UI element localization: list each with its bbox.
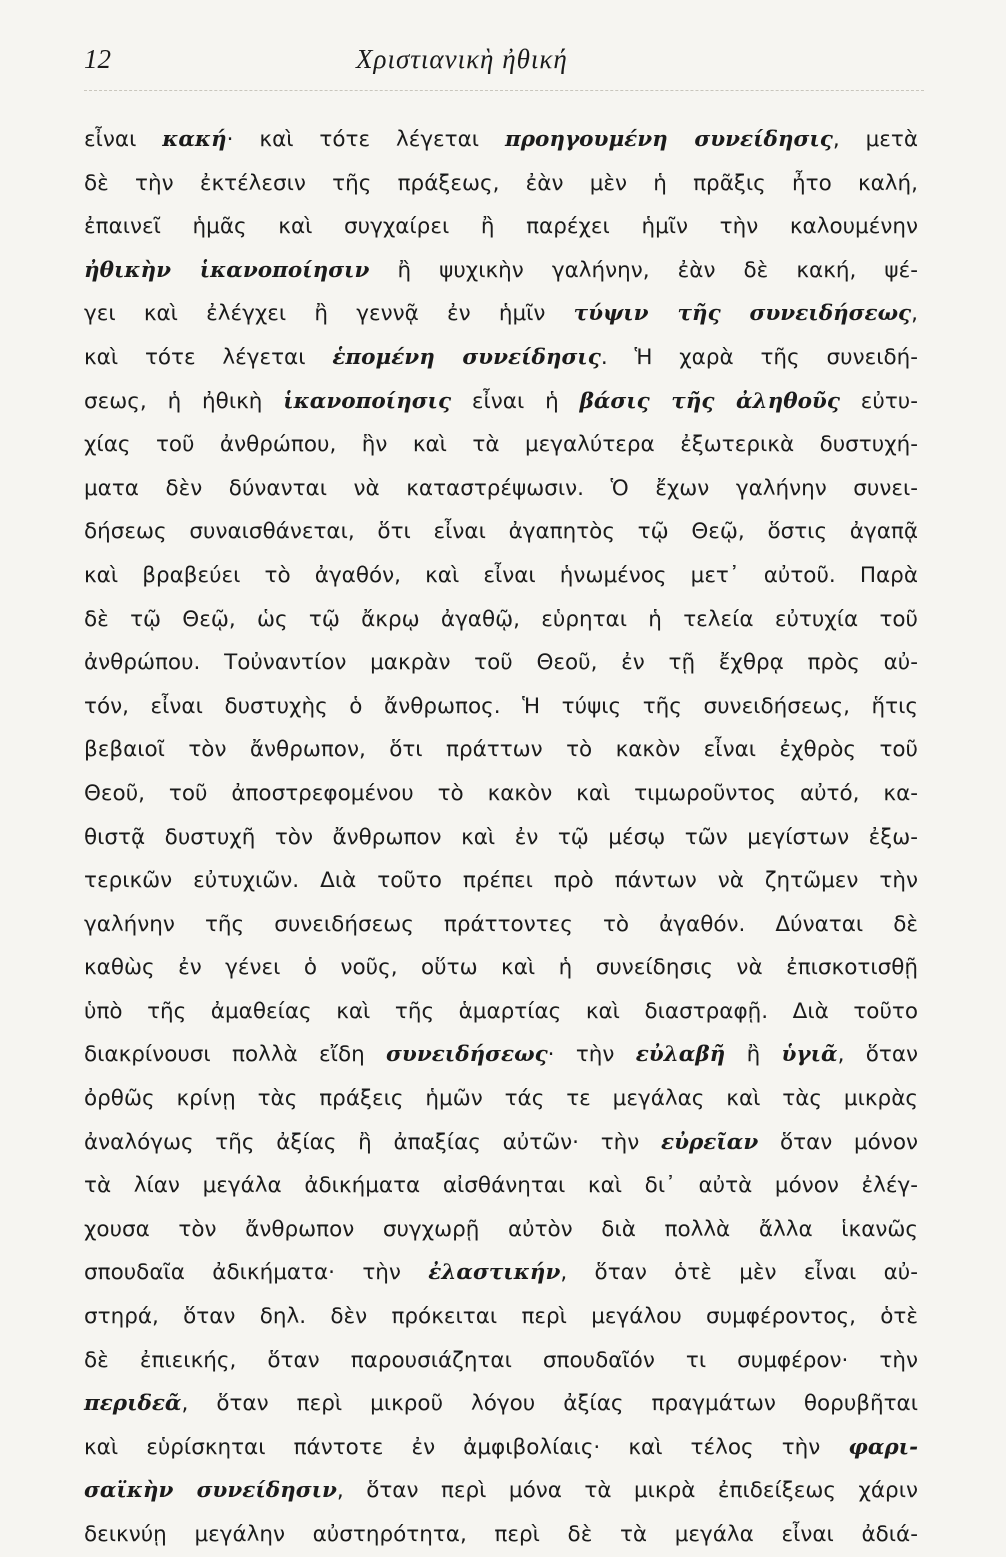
page-number: 12 [84, 44, 111, 74]
text-segment: δὲ ἐπιεικής, ὅταν παρουσιάζηται σπουδαῖόν τι συμφέρον· τὴν [84, 1347, 918, 1373]
text-line [84, 292, 918, 336]
text-line [84, 685, 918, 729]
text-segment: τόν, εἶναι δυστυχὴς ὁ ἄνθρωπος. Ἡ τύψις τῆς συνειδήσεως, ἥτις [84, 693, 918, 719]
text-line [84, 772, 918, 816]
text-segment: τὰ λίαν μεγάλα ἀδικήματα αἰσθάνηται καὶ δι᾽ αὐτὰ μόνον ἐλέγ- [84, 1173, 918, 1199]
text-segment: στηρά, ὅταν δηλ. δὲν πρόκειται περὶ μεγάλου συμφέροντος, ὁτὲ [84, 1304, 918, 1330]
text-line [84, 1121, 918, 1165]
text-segment: ματα δὲν δύνανται νὰ καταστρέψωσιν. Ὁ ἔχων γαλήνην συνει- [84, 475, 918, 501]
text-line [84, 1426, 918, 1470]
text-segment: δὲ τῷ Θεῷ, ὡς τῷ ἄκρῳ ἀγαθῷ, εὑρηται ἡ τελεία εὐτυχία τοῦ [84, 606, 918, 632]
text-segment: καθὼς ἐν γένει ὁ νοῦς, οὕτω καὶ ἡ συνείδησις νὰ ἐπισκοτισθῇ [84, 955, 918, 981]
text-line [84, 1208, 918, 1252]
text-segment: ὑπὸ τῆς ἀμαθείας καὶ τῆς ἁμαρτίας καὶ διαστραφῇ. Διὰ τοῦτο [84, 998, 918, 1024]
body-text [84, 118, 918, 1557]
text-segment: γαλήνην τῆς συνειδήσεως πράττοντες τὸ ἀγαθόν. Δύναται δὲ [84, 911, 918, 937]
emphasized-term: εὐρεῖαν [661, 1129, 759, 1155]
page-header [84, 44, 924, 92]
text-segment: εὐτυ- [839, 388, 918, 414]
running-title: Χριστιανικὴ ἠθική [356, 44, 568, 74]
text-line [84, 510, 918, 554]
text-segment: ἢ [725, 1042, 782, 1068]
emphasized-term: κακή [162, 127, 227, 152]
text-segment: σπουδαῖα ἀδικήματα· τὴν [84, 1260, 429, 1286]
text-line [84, 554, 918, 598]
text-line [84, 1339, 918, 1383]
text-segment: διακρίνουσι πολλὰ εἴδη [84, 1042, 387, 1068]
text-segment: ὀρθῶς κρίνῃ τὰς πράξεις ἡμῶν τάς τε μεγάλας καὶ τὰς μικρὰς [84, 1086, 918, 1112]
text-segment: δήσεως συναισθάνεται, ὅτι εἶναι ἀγαπητὸς τῷ Θεῷ, ὅστις ἀγαπᾷ [84, 519, 918, 545]
text-line [84, 1033, 918, 1077]
text-segment: ἀναλόγως τῆς ἀξίας ἢ ἀπαξίας αὐτῶν· τὴν [84, 1129, 662, 1155]
text-line [84, 1164, 918, 1208]
text-line [84, 1513, 918, 1557]
emphasized-term: εὐλαβῆ [635, 1042, 726, 1068]
text-line [84, 946, 918, 990]
text-segment: · καὶ τότε λέγεται [226, 127, 505, 152]
text-segment: , ὅταν περὶ μόνα τὰ μικρὰ ἐπιδείξεως χάριν [336, 1478, 918, 1504]
text-line [84, 598, 918, 642]
header-rule [84, 90, 924, 91]
text-segment: εἶναι ἡ [451, 388, 580, 414]
text-segment: , ὅταν ὁτὲ μὲν εἶναι αὐ- [560, 1260, 918, 1286]
text-segment: , μετὰ [832, 127, 918, 152]
text-segment: τερικῶν εὐτυχιῶν. Διὰ τοῦτο πρέπει πρὸ πάντων νὰ ζητῶμεν τὴν [84, 868, 918, 894]
text-segment: ὅταν μόνον [758, 1129, 918, 1155]
text-segment: Θεοῦ, τοῦ ἀποστρεφομένου τὸ κακὸν καὶ τιμωροῦντος αὐτό, κα- [84, 780, 918, 806]
text-line [84, 1295, 918, 1339]
text-line [84, 380, 918, 424]
text-segment: χουσα τὸν ἄνθρωπον συγχωρῇ αὐτὸν διὰ πολλὰ ἄλλα ἱκανῶς [84, 1216, 918, 1242]
emphasized-term: τύψιν τῆς συνειδήσεως [573, 301, 912, 327]
text-segment: · τὴν [547, 1042, 636, 1068]
emphasized-term: σαϊκὴν συνείδησιν [84, 1478, 337, 1504]
text-line [84, 1251, 918, 1295]
text-segment: δὲ τὴν ἐκτέλεσιν τῆς πράξεως, ἐὰν μὲν ἡ πρᾶξις ἦτο καλή, [84, 170, 918, 196]
text-line [84, 205, 918, 249]
text-line [84, 467, 918, 511]
text-line [84, 118, 918, 162]
emphasized-term: βάσις τῆς ἀληθοῦς [579, 388, 840, 414]
text-line [84, 1382, 918, 1426]
emphasized-term: φαρι- [848, 1434, 918, 1460]
emphasized-term: προηγουμένη συνείδησις [504, 127, 833, 152]
text-segment: θιστᾷ δυστυχῆ τὸν ἄνθρωπον καὶ ἐν τῷ μέσῳ τῶν μεγίστων ἐξω- [84, 824, 918, 850]
text-segment: χίας τοῦ ἀνθρώπου, ἣν καὶ τὰ μεγαλύτερα ἐξωτερικὰ δυστυχή- [84, 432, 918, 458]
text-segment: σεως, ἡ ἠθικὴ [84, 388, 284, 414]
text-line [84, 423, 918, 467]
text-line [84, 728, 918, 772]
text-line [84, 336, 918, 380]
text-line [84, 903, 918, 947]
text-segment: καὶ εὑρίσκηται πάντοτε ἐν ἀμφιβολίαις· καὶ τέλος τὴν [84, 1434, 849, 1460]
emphasized-term: συνειδήσεως [386, 1042, 548, 1068]
emphasized-term: ἑπομένη συνείδησις [332, 344, 601, 370]
text-segment: , ὅταν περὶ μικροῦ λόγου ἀξίας πραγμάτων θορυβῆται [181, 1391, 918, 1417]
text-line [84, 1469, 918, 1513]
text-segment: εἶναι [84, 127, 163, 152]
text-line [84, 816, 918, 860]
text-segment: , ὅταν [837, 1042, 919, 1068]
text-line [84, 859, 918, 903]
text-segment: , [911, 301, 918, 327]
emphasized-term: ὑγιᾶ [781, 1042, 838, 1068]
text-line [84, 990, 918, 1034]
text-line [84, 162, 918, 206]
text-segment: δεικνύῃ μεγάλην αὐστηρότητα, περὶ δὲ τὰ μεγάλα εἶναι ἀδιά- [84, 1522, 918, 1547]
text-segment: βεβαιοῖ τὸν ἄνθρωπον, ὅτι πράττων τὸ κακὸν εἶναι ἐχθρὸς τοῦ [84, 737, 918, 763]
text-line [84, 249, 918, 293]
text-segment: ἀνθρώπου. Τοὐναντίον μακρὰν τοῦ Θεοῦ, ἐν τῇ ἔχθρᾳ πρὸς αὐ- [84, 650, 918, 676]
text-segment: ἐπαινεῖ ἡμᾶς καὶ συγχαίρει ἢ παρέχει ἡμῖν τὴν καλουμένην [84, 214, 918, 240]
text-segment: καὶ βραβεύει τὸ ἀγαθόν, καὶ εἶναι ἡνωμένος μετ᾽ αὐτοῦ. Παρὰ [84, 562, 918, 588]
text-line [84, 641, 918, 685]
emphasized-term: ἱκανοποίησις [283, 388, 452, 414]
text-line [84, 1077, 918, 1121]
text-segment: γει καὶ ἐλέγχει ἢ γεννᾷ ἐν ἡμῖν [84, 301, 574, 327]
emphasized-term: περιδεᾶ [84, 1391, 182, 1417]
text-segment: καὶ τότε λέγεται [84, 344, 333, 370]
emphasized-term: ἠθικὴν ἱκανοποίησιν [84, 257, 370, 283]
text-segment: . Ἡ χαρὰ τῆς συνειδή- [600, 344, 919, 370]
emphasized-term: ἐλαστικήν [428, 1260, 561, 1286]
text-segment: ἢ ψυχικὴν γαλήνην, ἐὰν δὲ κακή, ψέ- [369, 257, 918, 283]
